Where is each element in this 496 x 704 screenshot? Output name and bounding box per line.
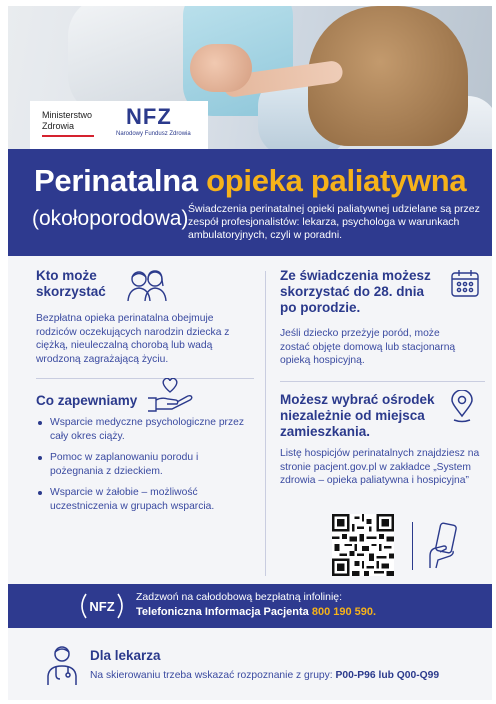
ministry-logo-bar	[42, 135, 94, 137]
hotline-intro: Zadzwoń na całodobową bezpłatną infolinię:	[136, 591, 343, 603]
nfz-logo: NFZ	[126, 104, 172, 129]
qr-code[interactable]	[332, 514, 394, 576]
hotline-service: Telefoniczna Informacja Pacjenta	[136, 606, 309, 618]
header-description: Świadczenia perinatalnej opieki paliatywnej udzielane są przez zespół profesjonalistów: lekarza, psychologa w warunkach ambulatoryjnych, czyli w poradni.	[188, 203, 480, 241]
doctor-instruction: Na skierowaniu trzeba wskazać rozpoznanie z grupy:	[90, 670, 333, 681]
ministry-logo: Ministerstwo Zdrowia	[42, 110, 93, 131]
list-item: Pomoc w zaplanowaniu porodu i pożegnania z dzieckiem.	[36, 451, 254, 478]
parents-icon	[126, 268, 168, 302]
hand-heart-icon	[146, 378, 194, 414]
nfz-phone-logo	[76, 591, 128, 621]
phone-hand-icon	[424, 522, 460, 570]
poster	[8, 6, 492, 700]
title-band	[8, 149, 492, 256]
hotline-band	[8, 584, 492, 628]
until-title: Ze świadczenia możesz skorzystać do 28. dnia po porodzie.	[280, 268, 431, 315]
qr-divider	[412, 522, 413, 570]
diagnosis-codes: P00-P96 lub Q00-Q99	[335, 670, 440, 681]
column-divider	[265, 271, 266, 576]
doctor-icon	[46, 644, 78, 686]
section-divider	[280, 381, 485, 382]
title-accent: opieka paliatywna	[206, 163, 467, 198]
hotline-number[interactable]: 800 190 590.	[311, 606, 377, 618]
logo-card	[30, 101, 208, 151]
until-text: Jeśli dziecko przeżyje poród, może zostać objęte domową lub stacjonarną opieką hospicyjną.	[280, 328, 456, 366]
section-divider	[36, 378, 254, 379]
doctor-title: Dla lekarza	[90, 648, 161, 663]
page-title	[34, 163, 466, 199]
calendar-icon	[450, 268, 480, 298]
page-subtitle: (okołoporodowa)	[32, 207, 189, 230]
nfz-logo-subtitle: Narodowy Fundusz Zdrowia	[116, 131, 191, 137]
choose-title: Możesz wybrać ośrodek niezależnie od miejsca zamieszkania.	[280, 392, 435, 439]
location-pin-icon	[450, 390, 474, 424]
list-item: Wsparcie medyczne psychologiczne przez cały okres ciąży.	[36, 416, 254, 443]
who-title: Kto może skorzystać	[36, 268, 106, 299]
list-item: Wsparcie w żałobie – możliwość uczestniczenia w grupach wsparcia.	[36, 486, 254, 513]
who-text: Bezpłatna opieka perinatalna obejmuje rodziców oczekujących narodzin dziecka z ciężką, nieuleczalną chorobą lub wadą wrodzoną zagrażającą życiu.	[36, 313, 230, 365]
doctor-text	[90, 670, 439, 681]
provide-title: Co zapewniamy	[36, 393, 138, 408]
hotline-label	[136, 606, 376, 618]
nfz-phone-logo-text: NFZ	[89, 599, 115, 614]
title-main: Perinatalna	[34, 163, 198, 198]
provide-list	[36, 416, 254, 521]
choose-text: Listę hospicjów perinatalnych znajdziesz na stronie pacjent.gov.pl w zakładce „System zdrowia – opieka paliatywna i hospicyjna”	[280, 448, 480, 486]
